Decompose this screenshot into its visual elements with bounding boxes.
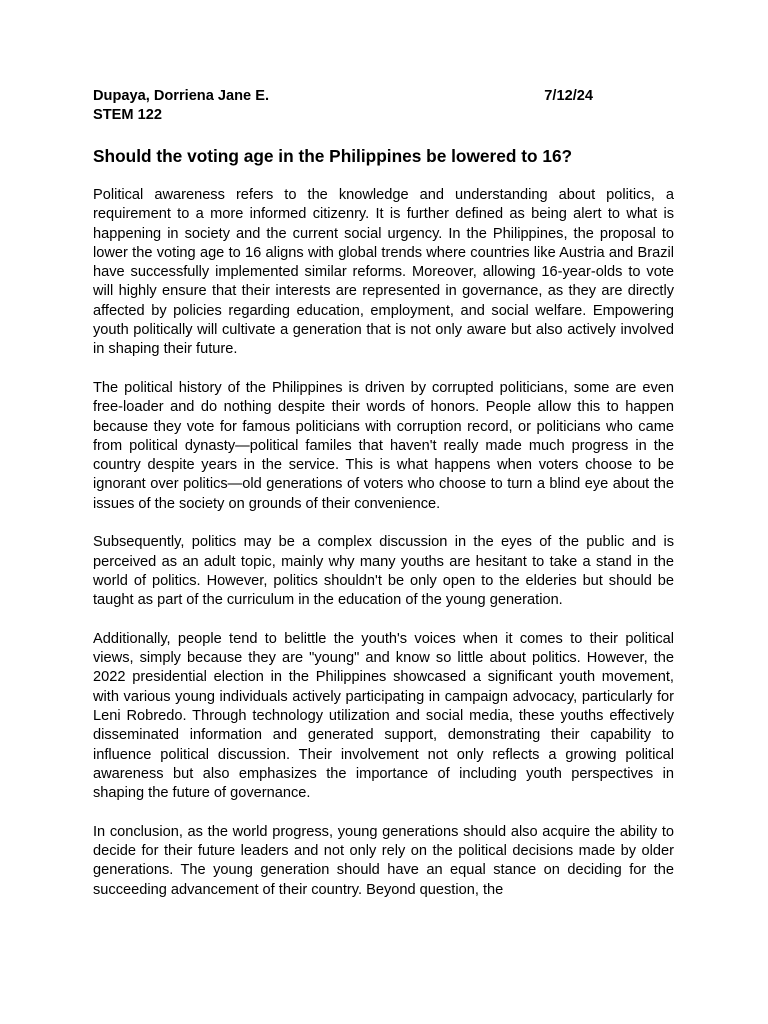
header-row [93,87,593,106]
essay-title: Should the voting age in the Philippines be lowered to 16? [93,146,573,166]
paragraph-conclusion: In conclusion, as the world progress, young generations should also acquire the ability to decide for their future leaders and not only rely on the political decisions made by older generations. The young generation should have an equal stance on deciding for the succeeding advancement of their country. Beyond question, the [93,823,674,898]
paragraph-curriculum: Subsequently, politics may be a complex discussion in the eyes of the public and is perceived as an adult topic, mainly why many youths are hesitant to take a stand in the world of politics. However, politics shouldn't be only open to the elderies but should be taught as part of the curriculum in the education of the young generation. [93,534,674,609]
paragraph-introduction: Political awareness refers to the knowledge and understanding about politics, a requirement to a more informed citizenry. It is further defined as being alert to what is happening in society and the current social urgency. In the Philippines, the proposal to lower the voting age to 16 aligns with global trends where countries like Austria and Brazil have successfully implemented similar reforms. Moreover, allowing 16-year-olds to vote will highly ensure that their interests are represented in governance, as they are directly affected by policies regarding education, employment, and social welfare. Empowering youth politically will cultivate a generation that is not only aware but also actively involved in shaping their future. [93,187,674,358]
paragraph-political-history: The political history of the Philippines is driven by corrupted politicians, some are even free-loader and do nothing despite their words of honors. People allow this to happen because they vote for famous politicians with corruption record, or politicians who came from political dynasty—political familes that haven't really made much progress in the country despite years in the service. This is what happens when voters choose to be ignorant over politics—old generations of voters who choose to turn a blind eye about the issues of the society on grounds of their convenience. [93,379,674,512]
paragraph-youth-voices: Additionally, people tend to belittle the youth's voices when it comes to their political views, simply because they are "young" and know so little about politics. However, the 2022 presidential election in the Philippines showcased a significant youth movement, with various young individuals actively participating in campaign advocacy, particularly for Leni Robredo. Through technology utilization and social media, these youths effectively disseminated information and generated support, demonstrating their capability to influence political discussion. Their involvement not only reflects a growing political awareness but also emphasizes the importance of including youth perspectives in shaping the future of governance. [93,630,674,802]
essay-date: 7/12/24 [544,88,593,104]
class-section: STEM 122 [93,107,162,123]
student-name: Dupaya, Dorriena Jane E. [93,88,270,104]
document-page [93,87,674,919]
